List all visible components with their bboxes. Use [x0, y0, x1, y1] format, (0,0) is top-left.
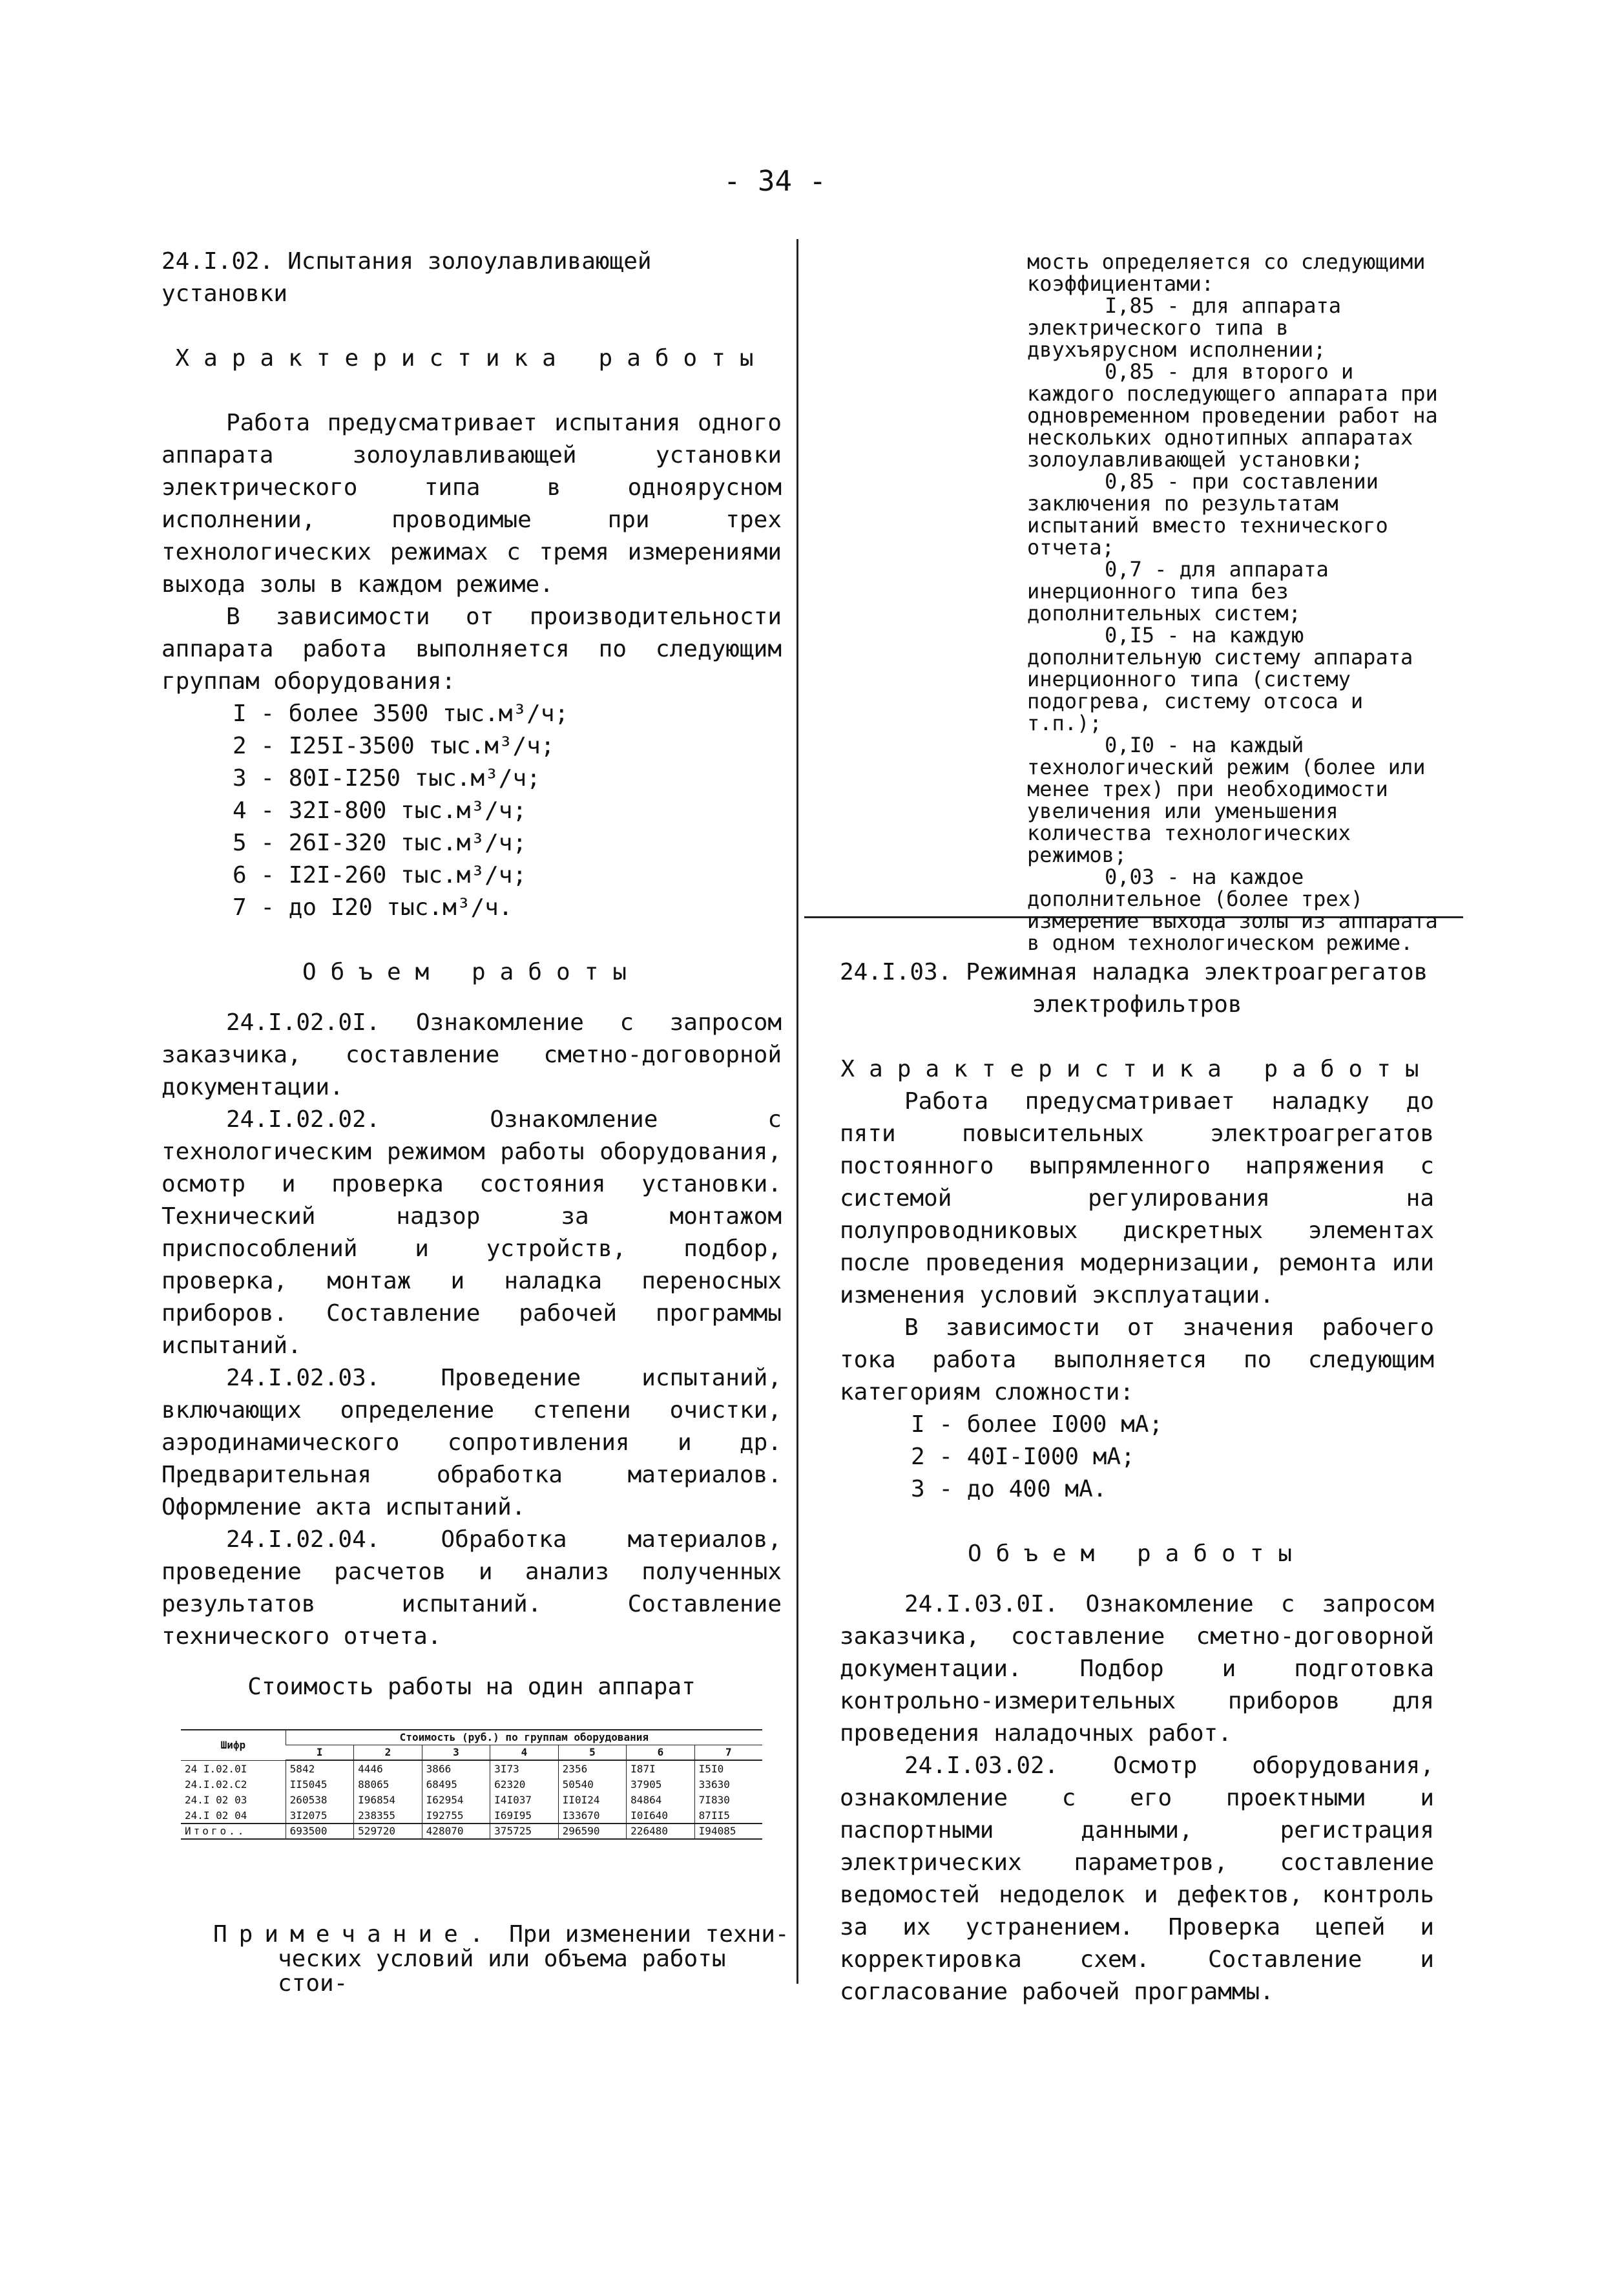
cell: I4I037	[490, 1792, 559, 1807]
cell: I92755	[422, 1807, 490, 1824]
table-total-row	[181, 1824, 762, 1839]
table-header-code: Шифр	[181, 1730, 286, 1760]
column-divider	[796, 239, 798, 1984]
cell: I62954	[422, 1792, 490, 1807]
row-code: 24 I.02.0I	[185, 1762, 247, 1775]
equipment-groups-list	[161, 698, 782, 924]
cell: 87II5	[694, 1807, 762, 1824]
cell: 3I73	[490, 1760, 559, 1776]
right-column	[840, 956, 1434, 2008]
note-label: Примечание.	[213, 1921, 495, 1948]
note-block	[213, 1922, 795, 1996]
total-label: Итого..	[181, 1824, 286, 1839]
list-item: 7 - до I20 тыс.м³/ч.	[233, 894, 513, 921]
cell: I96854	[354, 1792, 422, 1807]
table-row	[181, 1760, 762, 1776]
cell: I33670	[558, 1807, 627, 1824]
list-item: 3 - до 400 мА.	[911, 1476, 1107, 1502]
section-heading-24-1-02: 24.I.02. Испытания золоулавливающей установки	[161, 248, 652, 307]
cell: 7I830	[694, 1792, 762, 1807]
list-item: 6 - I2I-260 тыс.м³/ч;	[233, 862, 527, 888]
work-item: 24.I.03.02. Осмотр оборудования, ознакомление с его проектными и паспортными данными, регистрация электрических параметров, составление ведомостей недоделок и дефектов, контроль за их устранением. Проверка цепей и корректировка схем. Составление и согласование рабочей программы.	[840, 1752, 1434, 2005]
cell: 375725	[490, 1824, 559, 1839]
work-item: 24.I.02.02. Ознакомление с технологическим режимом работы оборудования, осмотр и проверка состояния установки. Технический надзор за монтажом приспособлений и устройств, подбор, проверка, монтаж и наладка переносных приборов. Составление рабочей программы испытаний.	[161, 1106, 782, 1359]
row-code: 24.I 02 03	[185, 1794, 247, 1806]
cell: 84864	[627, 1792, 695, 1807]
cell: I5I0	[694, 1760, 762, 1776]
note-text: При изменении техни-	[509, 1921, 789, 1948]
coefficient-line: 0,I5 - на каждую дополнительную систему аппарата инерционного типа (систему подогрева, систему отсоса и т.п.);	[1027, 623, 1413, 735]
coefficient-line: 0,03 - на каждое дополнительное (более трех) измерение выхода золы из аппарата в одном технологическом режиме.	[1027, 865, 1438, 955]
page-number: - 34 -	[724, 165, 826, 198]
list-item: 3 - 80I-I250 тыс.м³/ч;	[233, 765, 541, 792]
cell: 529720	[354, 1824, 422, 1839]
group-header: 5	[558, 1745, 627, 1761]
cell: 260538	[286, 1792, 354, 1807]
cell: II0I24	[558, 1792, 627, 1807]
cell: 62320	[490, 1776, 559, 1792]
cell: II5045	[286, 1776, 354, 1792]
cell: 68495	[422, 1776, 490, 1792]
cell: 2356	[558, 1760, 627, 1776]
cell: 88065	[354, 1776, 422, 1792]
list-item: I - более I000 мА;	[911, 1411, 1163, 1438]
work-item: 24.I.02.0I. Ознакомление с запросом заказчика, составление сметно-договорной документации.	[161, 1009, 782, 1100]
table-row	[181, 1776, 762, 1792]
coefficient-line: мость определяется со следующими коэффициентами:	[1027, 249, 1426, 296]
cell: 428070	[422, 1824, 490, 1839]
work-item: 24.I.02.04. Обработка материалов, проведение расчетов и анализ полученных результатов испытаний. Составление технического отчета.	[161, 1526, 782, 1650]
characteristic-paragraph: Работа предусматривает наладку до пяти повысительных электроагрегатов постоянного выпрямленного напряжения с системой регулирования на полупроводниковых дискретных элементах после проведения модернизации, ремонта или изменения условий эксплуатации.	[840, 1088, 1434, 1309]
work-item: 24.I.02.03. Проведение испытаний, включающих определение степени очистки, аэродинамического сопротивления и др. Предварительная обработка материалов. Оформление акта испытаний.	[161, 1365, 782, 1520]
table-header-groups: Стоимость (руб.) по группам оборудования	[286, 1730, 762, 1745]
table-row	[181, 1807, 762, 1824]
characteristic-paragraph: В зависимости от производительности аппарата работа выполняется по следующим группам оборудования:	[161, 604, 782, 695]
volume-title: Объем работы	[302, 959, 641, 985]
section-heading-24-1-03: 24.I.03. Режимная наладка электроагрегатов	[840, 959, 1428, 985]
table-row	[181, 1792, 762, 1807]
cell: 3866	[422, 1760, 490, 1776]
volume-title: Объем работы	[967, 1540, 1307, 1567]
group-header: 6	[627, 1745, 695, 1761]
group-header: 3	[422, 1745, 490, 1761]
cell: 3I2075	[286, 1807, 354, 1824]
complexity-categories-list	[840, 1409, 1434, 1506]
list-item: 2 - I25I-3500 тыс.м³/ч;	[233, 733, 555, 759]
cell: 37905	[627, 1776, 695, 1792]
cell: 296590	[558, 1824, 627, 1839]
coefficients-block	[1027, 251, 1441, 954]
characteristic-paragraph: В зависимости от значения рабочего тока работа выполняется по следующим категориям сложности:	[840, 1314, 1434, 1405]
group-header: 7	[694, 1745, 762, 1761]
note-text: ческих условий или объема работы стои-	[278, 1946, 726, 1997]
coefficient-line: 0,7 - для аппарата инерционного типа без дополнительных систем;	[1027, 557, 1329, 625]
cell: 238355	[354, 1807, 422, 1824]
work-item: 24.I.03.0I. Ознакомление с запросом заказчика, составление сметно-договорной документации. Подбор и подготовка контрольно-измерительных приборов для проведения наладочных работ.	[840, 1591, 1434, 1747]
group-header: I	[286, 1745, 354, 1761]
coefficient-line: 0,85 - при составлении заключения по результатам испытаний вместо технического отчета;	[1027, 469, 1388, 560]
characteristic-title: Характеристика работы	[840, 1056, 1433, 1082]
cell: I87I	[627, 1760, 695, 1776]
row-code: 24.I 02 04	[185, 1809, 247, 1822]
cell: 4446	[354, 1760, 422, 1776]
list-item: 5 - 26I-320 тыс.м³/ч;	[233, 830, 527, 856]
cell: I0I640	[627, 1807, 695, 1824]
group-header: 4	[490, 1745, 559, 1761]
list-item: 4 - 32I-800 тыс.м³/ч;	[233, 797, 527, 824]
list-item: I - более 3500 тыс.м³/ч;	[233, 700, 569, 727]
group-header: 2	[354, 1745, 422, 1761]
cell: 33630	[694, 1776, 762, 1792]
cell: 5842	[286, 1760, 354, 1776]
left-column	[161, 246, 782, 1840]
cell: I94085	[694, 1824, 762, 1839]
row-code: 24.I.02.C2	[185, 1778, 247, 1791]
characteristic-title: Характеристика работы	[175, 345, 768, 372]
cell: 50540	[558, 1776, 627, 1792]
coefficient-line: 0,85 - для второго и каждого последующего аппарата при одновременном проведении работ на нескольких однотипных аппаратах золоулавливающей установки;	[1027, 359, 1438, 472]
cost-table	[181, 1729, 762, 1840]
characteristic-paragraph: Работа предусматривает испытания одного аппарата золоулавливающей установки электрического типа в одноярусном исполнении, проводимые при трех технологических режимах с тремя измерениями выхода золы в каждом режиме.	[161, 410, 782, 598]
cost-table-title: Стоимость работы на один аппарат	[247, 1674, 696, 1700]
cell: 226480	[627, 1824, 695, 1839]
coefficient-line: 0,I0 - на каждый технологический режим (более или менее трех) при необходимости увеличения или уменьшения количества технологических режимов;	[1027, 733, 1426, 867]
cell: I69I95	[490, 1807, 559, 1824]
section-heading-line-2: электрофильтров	[1032, 991, 1242, 1018]
cell: 693500	[286, 1824, 354, 1839]
coefficient-line: I,85 - для аппарата электрического типа в двухъярусном исполнении;	[1027, 293, 1342, 362]
list-item: 2 - 40I-I000 мА;	[911, 1444, 1135, 1470]
